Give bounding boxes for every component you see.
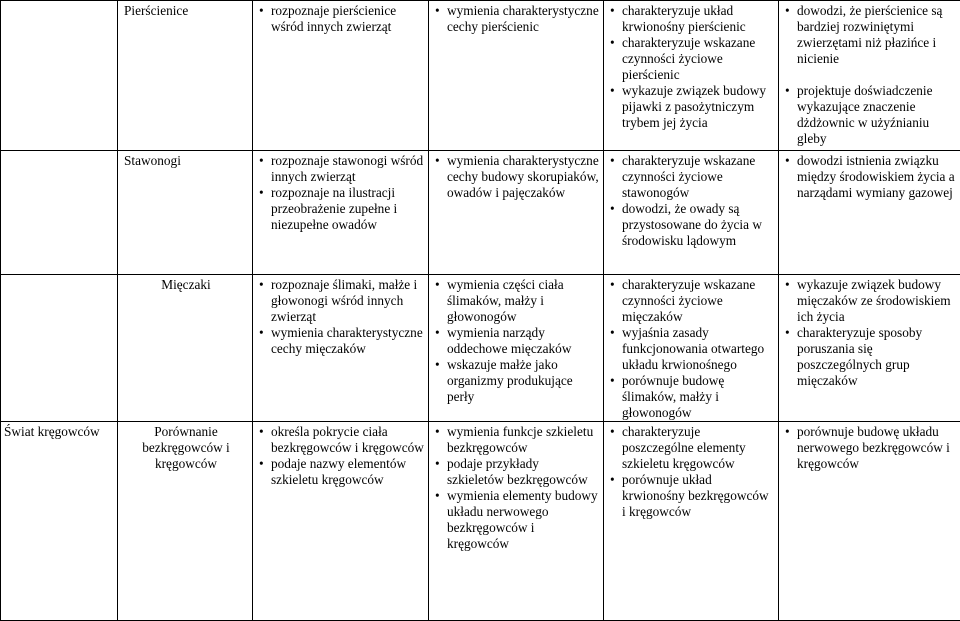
list-item: • charakteryzuje wskazane czynności życiowe stawonogów <box>610 153 774 201</box>
list-item: • rozpoznaje na ilustracji przeobrażenie zupełne i niezupełne owadów <box>259 185 424 233</box>
topic-cell: Porównanie bezkręgowców i kręgowców <box>118 422 253 621</box>
requirement-cell <box>253 1 429 151</box>
requirement-cell <box>429 151 604 275</box>
list-item: • wymienia narządy oddechowe mięczaków <box>435 325 599 357</box>
topic-cell: Mięczaki <box>118 275 253 422</box>
list-item: • dowodzi, że owady są przystosowane do życia w środowisku lądowym <box>610 201 774 249</box>
list-item: • wymienia funkcje szkieletu bezkręgowców <box>435 424 599 456</box>
table-row <box>1 422 960 621</box>
list-item: • rozpoznaje ślimaki, małże i głowonogi wśród innych zwierząt <box>259 277 424 325</box>
list-item: • wykazuje związek budowy pijawki z pasożytniczym trybem jej życia <box>610 83 774 131</box>
list-item: • rozpoznaje stawonogi wśród innych zwierząt <box>259 153 424 185</box>
list-item: • wymienia części ciała ślimaków, małży i głowonogów <box>435 277 599 325</box>
requirement-cell <box>429 1 604 151</box>
requirement-cell <box>253 275 429 422</box>
requirement-cell <box>779 1 960 151</box>
list-item: • wymienia charakterystyczne cechy budowy skorupiaków, owadów i pajęczaków <box>435 153 599 201</box>
list-item: • charakteryzuje wskazane czynności życiowe pierścienic <box>610 35 774 83</box>
list-item: • wymienia charakterystyczne cechy mięczaków <box>259 325 424 357</box>
list-item: • charakteryzuje układ krwionośny pierścienic <box>610 3 774 35</box>
list-item: • porównuje budowę ślimaków, małży i głowonogów <box>610 373 774 421</box>
list-item: • dowodzi istnienia związku między środowiskiem życia a narządami wymiany gazowej <box>785 153 956 201</box>
requirement-cell <box>253 151 429 275</box>
section-cell <box>1 151 118 275</box>
section-cell: Świat kręgowców <box>1 422 118 621</box>
list-item: • wyjaśnia zasady funkcjonowania otwartego układu krwionośnego <box>610 325 774 373</box>
list-item: • charakteryzuje wskazane czynności życiowe mięczaków <box>610 277 774 325</box>
table-row <box>1 275 960 422</box>
list-item: • wymienia charakterystyczne cechy pierścienic <box>435 3 599 35</box>
list-item: • podaje nazwy elementów szkieletu kręgowców <box>259 456 424 488</box>
topic-cell: Pierścienice <box>118 1 253 151</box>
requirement-cell <box>604 1 779 151</box>
requirement-cell <box>779 151 960 275</box>
list-item: • rozpoznaje pierścienice wśród innych zwierząt <box>259 3 424 35</box>
list-item: • porównuje budowę układu nerwowego bezkręgowców i kręgowców <box>785 424 956 472</box>
requirement-cell <box>429 275 604 422</box>
list-item: • porównuje układ krwionośny bezkręgowców i kręgowców <box>610 472 774 520</box>
list-item: • wymienia elementy budowy układu nerwowego bezkręgowców i kręgowców <box>435 488 599 552</box>
section-cell <box>1 275 118 422</box>
requirement-cell <box>779 275 960 422</box>
requirement-cell <box>604 275 779 422</box>
list-item: • wskazuje małże jako organizmy produkujące perły <box>435 357 599 405</box>
requirement-cell <box>779 422 960 621</box>
list-item: • projektuje doświadczenie wykazujące znaczenie dżdżownic w użyźnianiu gleby <box>785 83 956 147</box>
list-item: • dowodzi, że pierścienice są bardziej rozwiniętymi zwierzętami niż płazińce i nicienie <box>785 3 956 67</box>
requirement-cell <box>604 422 779 621</box>
list-item: • podaje przykłady szkieletów bezkręgowców <box>435 456 599 488</box>
requirement-cell <box>253 422 429 621</box>
section-cell <box>1 1 118 151</box>
list-item: • wykazuje związek budowy mięczaków ze środowiskiem ich życia <box>785 277 956 325</box>
topic-cell: Stawonogi <box>118 151 253 275</box>
list-item: • charakteryzuje sposoby poruszania się poszczególnych grup mięczaków <box>785 325 956 389</box>
table-row <box>1 1 960 151</box>
list-item: • charakteryzuje poszczególne elementy szkieletu kręgowców <box>610 424 774 472</box>
requirement-cell <box>604 151 779 275</box>
list-item: • określa pokrycie ciała bezkręgowców i kręgowców <box>259 424 424 456</box>
table-row <box>1 151 960 275</box>
requirement-cell <box>429 422 604 621</box>
